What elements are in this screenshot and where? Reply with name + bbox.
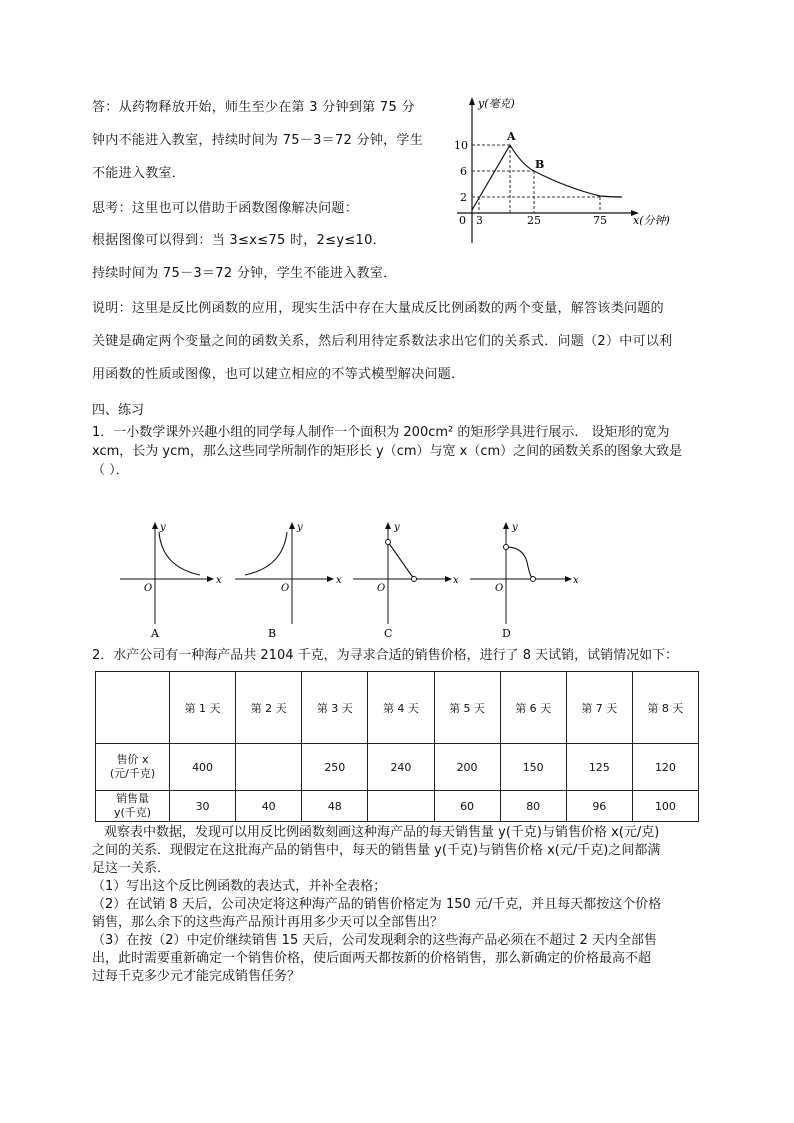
section-title: 四、练习	[92, 403, 145, 418]
volume-cell: 48	[302, 791, 368, 822]
option-c-graph	[353, 522, 459, 640]
svg-text:y: y	[160, 522, 166, 533]
option-d-curve	[506, 547, 533, 579]
volume-cell	[368, 791, 434, 822]
q1-line-1: 1．一小数学课外兴趣小组的同学每人制作一个面积为 200cm² 的矩形学具进行展示． 设矩形的宽为	[92, 425, 670, 440]
svg-text:y: y	[512, 522, 518, 533]
table-header-row	[96, 672, 699, 744]
sales-table	[95, 671, 699, 822]
q2-sub-3b: 出，此时需要重新确定一个销售价格，使后面两天都按新的价格销售，那么新确定的价格最高不超	[92, 951, 652, 966]
price-cell: 125	[566, 744, 632, 791]
point-a-label: A	[507, 130, 516, 143]
option-graphs	[110, 512, 590, 644]
q2-observation-1: 观察表中数据，发现可以用反比例函数刻画这种海产品的每天销售量 y(千克)与销售价格 x(元/克)	[104, 825, 660, 840]
price-cell: 400	[170, 744, 236, 791]
option-d-graph	[470, 522, 579, 640]
volume-row-label: 销售量 y(千克)	[96, 791, 170, 822]
q1-line-3: （ ）．	[92, 463, 129, 478]
day-header: 第 2 天	[236, 672, 302, 744]
x-tick-75: 75	[593, 214, 607, 227]
svg-text:x: x	[453, 575, 459, 586]
day-header: 第 6 天	[500, 672, 566, 744]
volume-cell: 100	[632, 791, 698, 822]
table-row-price	[96, 744, 699, 791]
y-tick-6: 6	[460, 165, 467, 178]
graph-reading-line: 根据图像可以得到：当 3≤x≤75 时，2≤y≤10．	[92, 233, 386, 248]
q2-sub-1: （1）写出这个反比例函数的表达式，并补全表格；	[92, 879, 387, 894]
option-c-line	[388, 542, 414, 579]
q2-observation-3: 足这一关系．	[92, 861, 171, 876]
q2-sub-2b: 销售，那么余下的这些海产品预计再用多少天可以全部售出？	[92, 915, 444, 930]
option-b-label: B	[268, 627, 277, 640]
y-tick-2: 2	[460, 191, 467, 204]
y-axis-arrow	[469, 97, 475, 105]
price-cell: 250	[302, 744, 368, 791]
day-header: 第 1 天	[170, 672, 236, 744]
origin-label: 0	[459, 214, 466, 227]
x-tick-3: 3	[476, 214, 483, 227]
note-line-1: 说明：这里是反比例函数的应用，现实生活中存在大量成反比例函数的两个变量，解答该类问题的	[92, 301, 664, 316]
price-cell: 240	[368, 744, 434, 791]
price-cell: 200	[434, 744, 500, 791]
q2-sub-3c: 过每千克多少元才能完成销售任务？	[92, 969, 301, 984]
day-header: 第 5 天	[434, 672, 500, 744]
price-cell: 150	[500, 744, 566, 791]
q2-sub-2a: （2）在试销 8 天后，公司决定将这种海产品的销售价格定为 150 元/千克，并且每天都按这个价格	[92, 897, 662, 912]
drug-concentration-graph	[447, 93, 687, 248]
day-header: 第 4 天	[368, 672, 434, 744]
price-cell	[236, 744, 302, 791]
svg-text:O: O	[377, 583, 386, 594]
decay-curve	[510, 145, 622, 197]
x-tick-25: 25	[527, 214, 541, 227]
volume-cell: 60	[434, 791, 500, 822]
svg-text:y: y	[394, 522, 400, 533]
answer-line-1: 答：从药物释放开始，师生至少在第 3 分钟到第 75 分	[92, 100, 415, 115]
option-c-label: C	[384, 627, 393, 640]
svg-text:y: y	[297, 522, 303, 533]
duration-line: 持续时间为 75－3＝72 分钟，学生不能进入教室．	[92, 266, 397, 281]
x-axis-label: x(分钟)	[633, 214, 670, 227]
svg-text:O: O	[281, 583, 290, 594]
day-header: 第 3 天	[302, 672, 368, 744]
option-d-label: D	[502, 627, 511, 640]
y-tick-10: 10	[454, 139, 468, 152]
svg-text:O: O	[144, 583, 153, 594]
q2-intro: 2．水产公司有一种海产品共 2104 千克，为寻求合适的销售价格，进行了 8 天试销，试销情况如下：	[92, 648, 679, 663]
y-axis-label: y(毫克)	[478, 97, 515, 110]
note-line-2: 关键是确定两个变量之间的函数关系，然后利用待定系数法求出它们的关系式．问题（2）中可以利	[92, 334, 673, 349]
volume-cell: 96	[566, 791, 632, 822]
day-header: 第 7 天	[566, 672, 632, 744]
q1-line-2: xcm，长为 ycm，那么这些同学所制作的矩形长 y（cm）与宽 x（cm）之间的函数关系的图象大致是	[92, 444, 683, 459]
thinking-line: 思考：这里也可以借助于函数图像解决问题：	[92, 201, 359, 216]
svg-text:O: O	[495, 583, 504, 594]
table-corner-cell	[96, 672, 170, 744]
q2-observation-2: 之间的关系．现假定在这批海产品的销售中，每天的销售量 y(千克)与销售价格 x(元/千克)之间都满	[92, 843, 661, 858]
rising-segment	[472, 145, 510, 210]
price-row-label: 售价 x (元/千克)	[96, 744, 170, 791]
volume-cell: 40	[236, 791, 302, 822]
svg-text:x: x	[573, 575, 579, 586]
option-b-curve	[245, 532, 287, 575]
answer-line-2: 钟内不能进入教室，持续时间为 75－3＝72 分钟，学生	[92, 133, 424, 148]
svg-text:x: x	[216, 575, 222, 586]
option-a-label: A	[151, 627, 159, 640]
point-b-label: B	[535, 158, 545, 171]
price-cell: 120	[632, 744, 698, 791]
svg-text:x: x	[336, 575, 342, 586]
day-header: 第 8 天	[632, 672, 698, 744]
table-row-volume	[96, 791, 699, 822]
volume-cell: 80	[500, 791, 566, 822]
answer-line-3: 不能进入教室．	[92, 166, 186, 181]
volume-cell: 30	[170, 791, 236, 822]
q2-sub-3a: （3）在按（2）中定价继续销售 15 天后，公司发现剩余的这些海产品必须在不超过 2 天内全部售	[92, 933, 657, 948]
option-a-curve	[159, 532, 200, 575]
note-line-3: 用函数的性质或图像，也可以建立相应的不等式模型解决问题．	[92, 367, 465, 382]
option-a-graph	[120, 522, 222, 640]
option-b-graph	[235, 522, 342, 640]
